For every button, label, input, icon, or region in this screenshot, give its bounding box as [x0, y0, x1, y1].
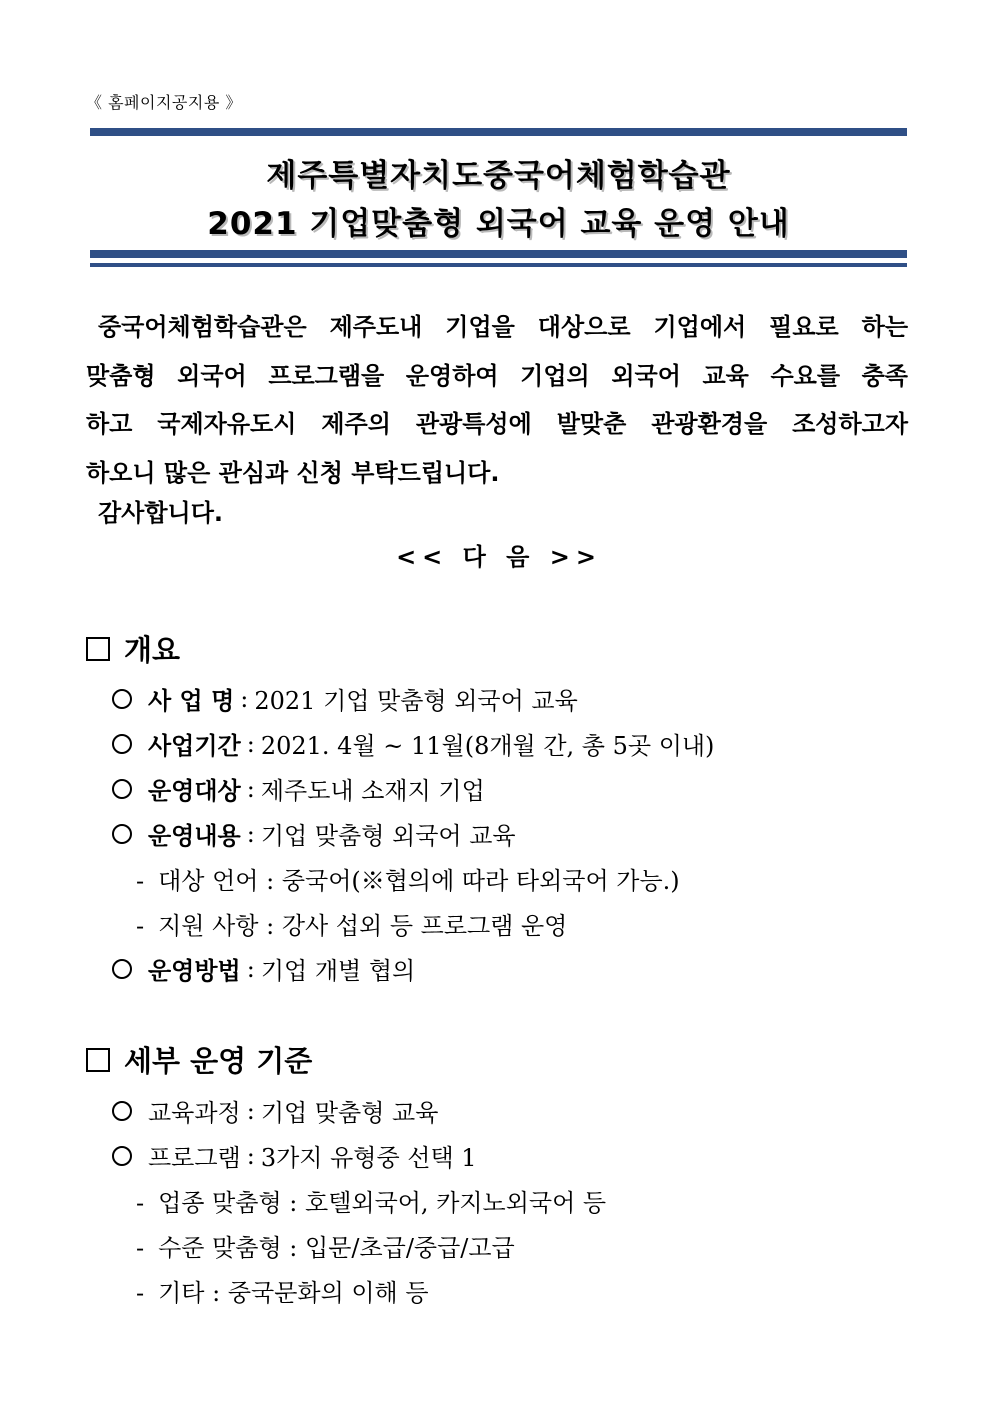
page-title: 제주특별자치도중국어체험학습관	[266, 158, 731, 194]
intro-line: 중국어체험학습관은 제주도내 기업을 대상으로 기업에서 필요로 하는	[98, 313, 908, 341]
detail-item: 교육과정 : 기업 맞춤형 교육	[112, 1093, 438, 1128]
detail-sub-item: - 기타 : 중국문화의 이해 등	[136, 1279, 429, 1307]
circle-bullet-icon	[112, 1101, 132, 1121]
item-value: 2021 기업 맞춤형 외국어 교육	[254, 687, 578, 715]
circle-bullet-icon	[112, 1146, 132, 1166]
item-label: 운영대상	[148, 777, 241, 805]
item-label: 운영방법	[148, 957, 241, 985]
sub-value: 입문/초급/중급/고급	[305, 1234, 515, 1262]
overview-sub-item: - 대상 언어 : 중국어(※협의에 따라 타외국어 가능.)	[136, 867, 680, 895]
sub-label: 대상 언어	[158, 867, 259, 895]
square-bullet-icon	[86, 1048, 110, 1072]
detail-sub-item: - 수준 맞춤형 : 입문/초급/중급/고급	[136, 1234, 515, 1262]
detail-item: 프로그램 : 3가지 유형중 선택 1	[112, 1138, 477, 1173]
section-heading-text: 세부 운영 기준	[124, 1044, 313, 1078]
item-value: 2021. 4월 ~ 11월(8개월 간, 총 5곳 이내)	[260, 732, 715, 760]
item-value: 기업 맞춤형 외국어 교육	[260, 822, 516, 850]
sub-value: 강사 섭외 등 프로그램 운영	[281, 912, 568, 940]
intro-line: 맞춤형 외국어 프로그램을 운영하여 기업의 외국어 교육 수요를 충족	[86, 361, 908, 390]
overview-item: 운영방법 : 기업 개별 협의	[112, 951, 415, 986]
next-heading: << 다 음 >>	[396, 543, 602, 571]
section-heading-details	[86, 1039, 312, 1080]
overview-item: 운영내용 : 기업 맞춤형 외국어 교육	[112, 816, 516, 851]
notice-tag: 《 홈페이지공지용 》	[86, 93, 242, 112]
square-bullet-icon	[86, 637, 110, 661]
item-value: 기업 맞춤형 교육	[260, 1099, 439, 1127]
item-label: 사업기간	[148, 732, 241, 760]
sub-label: 기타	[158, 1279, 205, 1307]
overview-item: 사업기간 : 2021. 4월 ~ 11월(8개월 간, 총 5곳 이내)	[112, 726, 714, 761]
sub-value: 호텔외국어, 카지노외국어 등	[305, 1189, 607, 1217]
sub-value: 중국어(※협의에 따라 타외국어 가능.)	[281, 867, 680, 895]
item-value: 기업 개별 협의	[260, 957, 416, 985]
sub-label: 수준 맞춤형	[158, 1234, 282, 1262]
item-value: 제주도내 소재지 기업	[260, 777, 485, 805]
item-value: 3가지 유형중 선택 1	[260, 1144, 477, 1172]
overview-item: 사 업 명 : 2021 기업 맞춤형 외국어 교육	[112, 681, 578, 716]
item-label: 교육과정	[148, 1099, 241, 1127]
section-heading-overview	[86, 628, 180, 669]
overview-item: 운영대상 : 제주도내 소재지 기업	[112, 771, 485, 806]
item-label: 사 업 명	[148, 687, 235, 715]
header-top-bar	[90, 128, 907, 136]
circle-bullet-icon	[112, 689, 132, 709]
circle-bullet-icon	[112, 779, 132, 799]
circle-bullet-icon	[112, 734, 132, 754]
detail-sub-item: - 업종 맞춤형 : 호텔외국어, 카지노외국어 등	[136, 1189, 607, 1217]
page-subtitle: 2021 기업맞춤형 외국어 교육 운영 안내	[207, 206, 790, 242]
intro-line: 하고 국제자유도시 제주의 관광특성에 발맞춘 관광환경을 조성하고자	[86, 410, 908, 438]
item-label: 운영내용	[148, 822, 241, 850]
header-bottom-bar	[90, 250, 907, 258]
header-bottom-thin-bar	[90, 263, 907, 267]
intro-line: 하오니 많은 관심과 신청 부탁드립니다.	[86, 458, 500, 487]
circle-bullet-icon	[112, 824, 132, 844]
sub-label: 지원 사항	[158, 912, 259, 940]
circle-bullet-icon	[112, 959, 132, 979]
intro-paragraph	[86, 303, 908, 497]
thanks-text: 감사합니다.	[98, 499, 224, 527]
sub-value: 중국문화의 이해 등	[227, 1279, 429, 1307]
overview-sub-item: - 지원 사항 : 강사 섭외 등 프로그램 운영	[136, 912, 568, 940]
item-label: 프로그램	[148, 1144, 241, 1172]
section-heading-text: 개요	[124, 633, 181, 667]
sub-label: 업종 맞춤형	[158, 1189, 282, 1217]
